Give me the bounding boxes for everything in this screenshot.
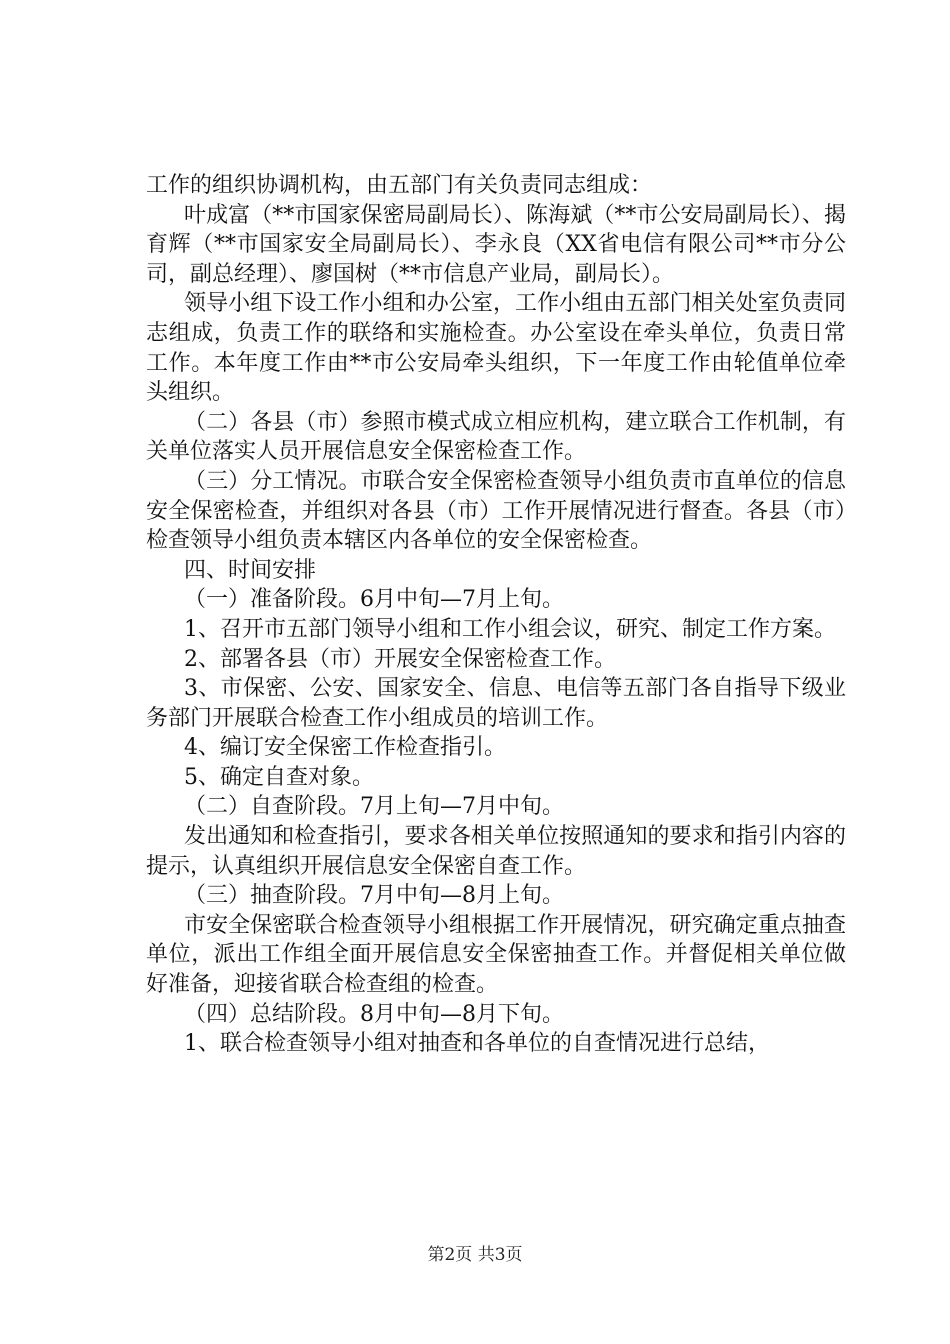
list-item: 1、联合检查领导小组对抽查和各单位的自查情况进行总结， xyxy=(184,1031,770,1057)
list-item: 5、确定自查对象。 xyxy=(184,764,374,790)
phase-spot-check: （三）抽查阶段。7月中旬—8月上旬。 xyxy=(184,883,564,909)
phase-self-inspection: （二）自查阶段。7月上旬—7月中旬。 xyxy=(184,794,564,820)
list-item: 1、召开市五部门领导小组和工作小组会议，研究、制定工作方案。 xyxy=(184,616,836,642)
paragraph-self-inspection: 发出通知和检查指引，要求各相关单位按照通知的要求和指引内容的提示，认真组织开展信息安全保密自查工作。 xyxy=(146,824,846,879)
paragraph-continuation: 工作的组织协调机构，由五部门有关负责同志组成： xyxy=(146,173,653,198)
paragraph-working-group: 领导小组下设工作小组和办公室，工作小组由五部门相关处室负责同志组成，负责工作的联络和实施检查。办公室设在牵头单位，负责日常工作。本年度工作由**市公安局牵头组织，下一年度工作由轮值单位牵头组织。 xyxy=(146,291,846,406)
section-heading-schedule: 四、时间安排 xyxy=(184,557,317,583)
paragraph-spot-check: 市安全保密联合检查领导小组根据工作开展情况，研究确定重点抽查单位，派出工作组全面开展信息安全保密抽查工作。并督促相关单位做好准备，迎接省联合检查组的检查。 xyxy=(146,912,846,998)
document-body xyxy=(146,171,846,1059)
page-number-footer: 第2页 共3页 xyxy=(427,1245,523,1265)
paragraph-county-mechanism: （二）各县（市）参照市模式成立相应机构，建立联合工作机制，有关单位落实人员开展信息安全保密检查工作。 xyxy=(146,409,846,465)
list-item: 2、部署各县（市）开展安全保密检查工作。 xyxy=(184,646,616,672)
paragraph-members: 叶成富（**市国家保密局副局长）、陈海斌（**市公安局副局长）、揭育辉（**市国家安全局副局长）、李永良（XX省电信有限公司**市分公司，副总经理）、廖国树（**市信息产业局，副局长）。 xyxy=(146,202,846,287)
phase-summary: （四）总结阶段。8月中旬—8月下旬。 xyxy=(184,1001,564,1027)
list-item: 4、编订安全保密工作检查指引。 xyxy=(184,735,506,761)
list-item: 3、市保密、公安、国家安全、信息、电信等五部门各自指导下级业务部门开展联合检查工作小组成员的培训工作。 xyxy=(146,676,846,731)
paragraph-division-of-labor: （三）分工情况。市联合安全保密检查领导小组负责市直单位的信息安全保密检查，并组织对各县（市）工作开展情况进行督查。各县（市）检查领导小组负责本辖区内各单位的安全保密检查。 xyxy=(146,468,846,554)
phase-preparation: （一）准备阶段。6月中旬—7月上旬。 xyxy=(184,587,564,613)
